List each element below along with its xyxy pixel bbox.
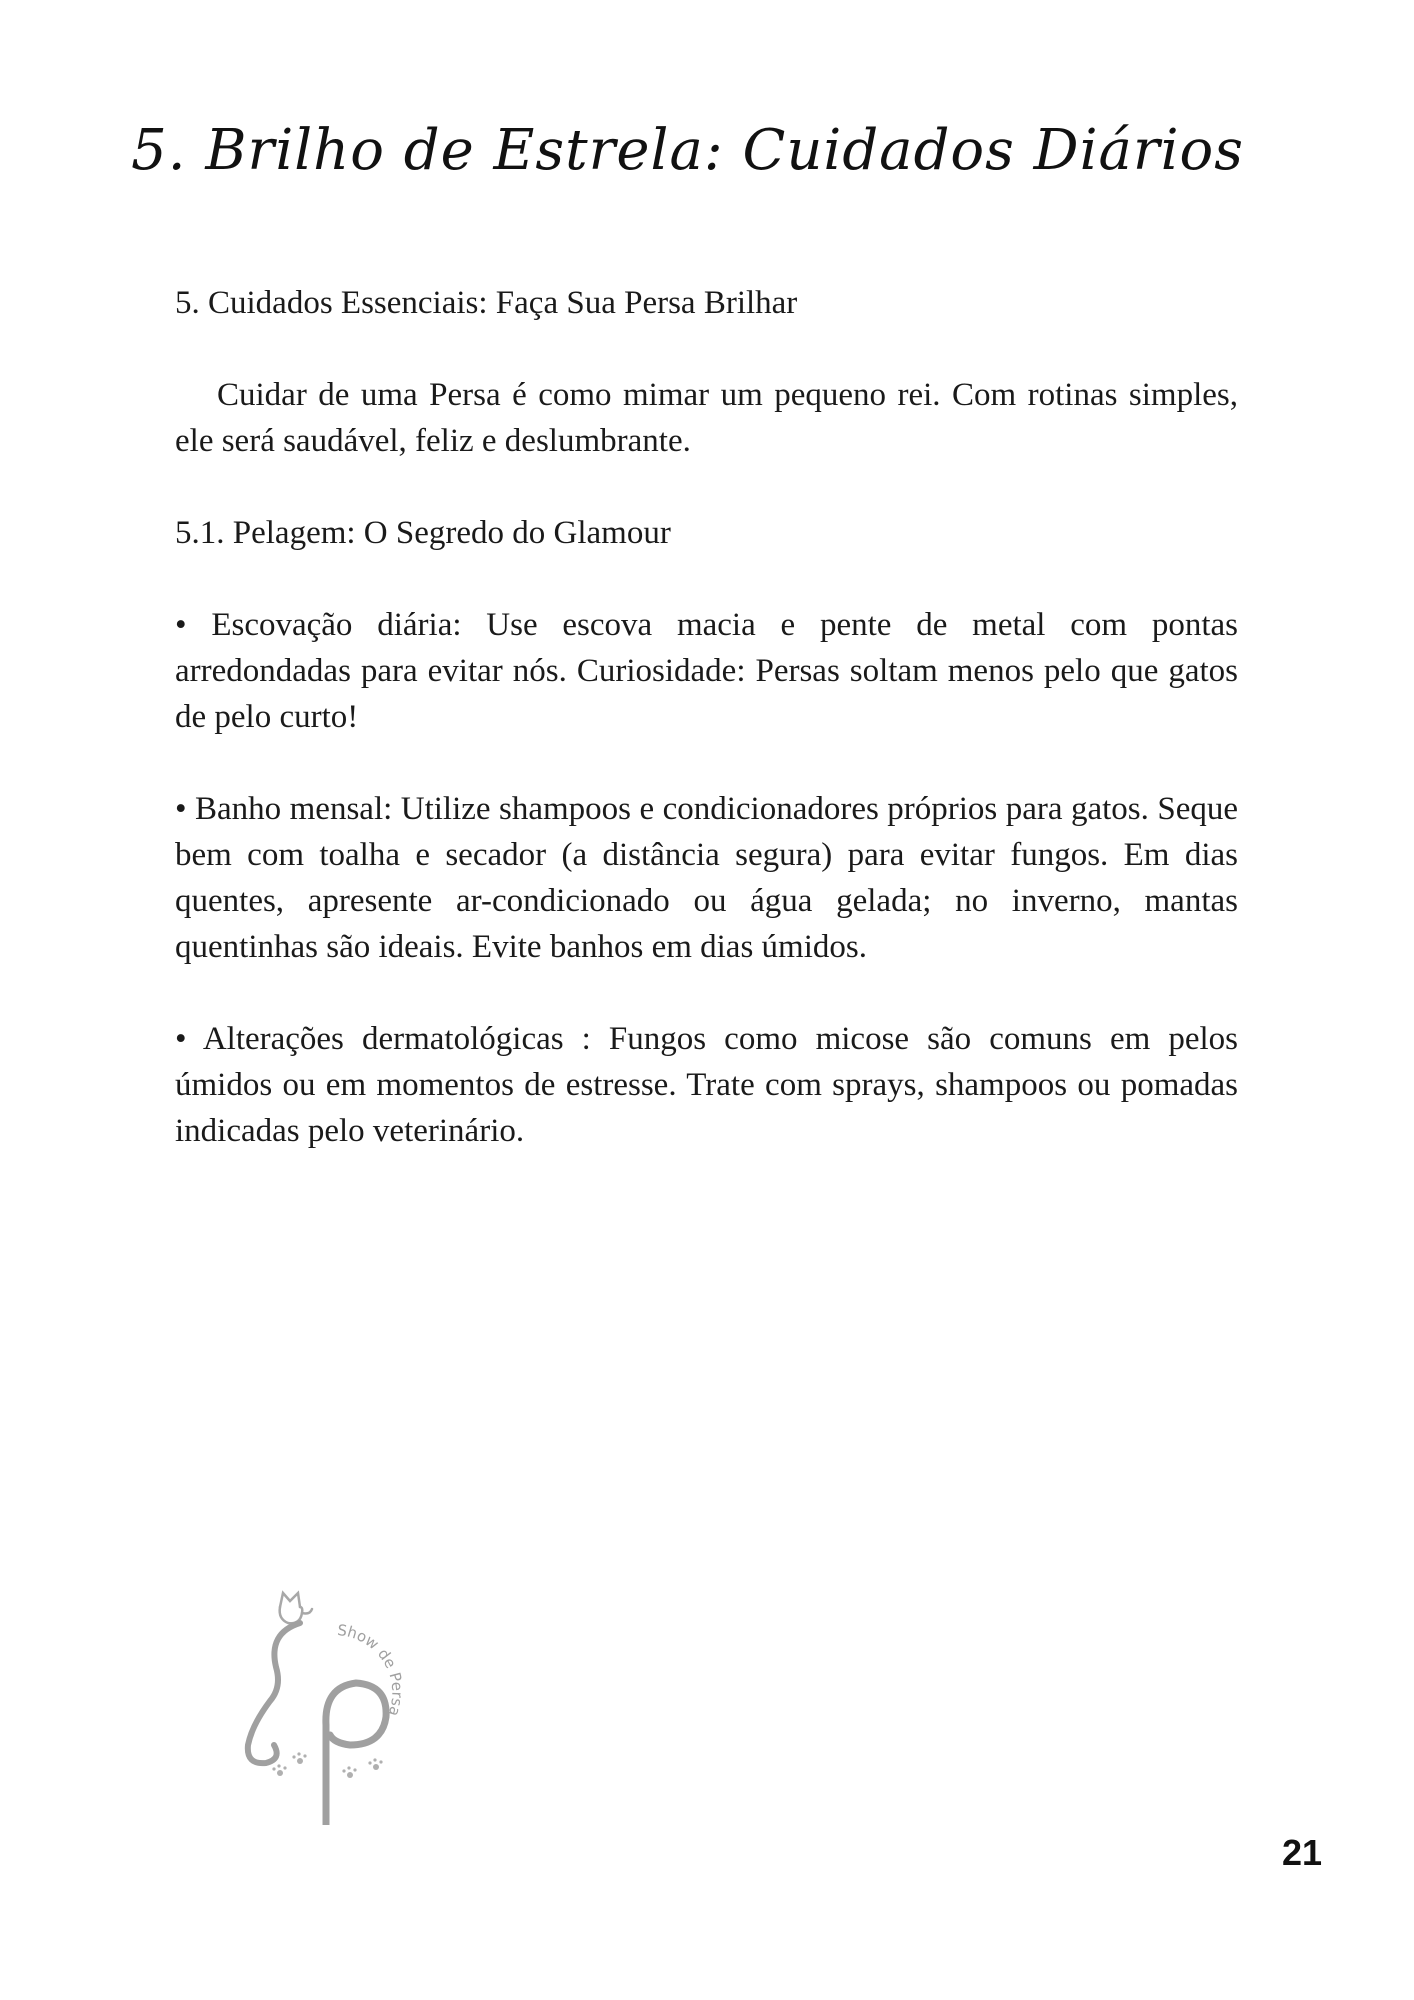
logo-mark-icon [238,1575,438,1825]
section-heading: 5. Cuidados Essenciais: Faça Sua Persa Brilhar [175,285,798,321]
bullet-item: • Banho mensal: Utilize shampoos e condicionadores próprios para gatos. Seque bem com toalha e secador (a distância segura) para evitar fungos. Em dias quentes, apresente ar-condicionado ou água gelada; no inverno, mantas quentinhas são ideais. Evite banhos em dias úmidos. [175,791,1238,965]
logo-text: Show de Persa [336,1620,407,1719]
page-content [175,280,1238,1154]
subsection-heading: 5.1. Pelagem: O Segredo do Glamour [175,515,671,551]
show-de-persa-logo [238,1575,438,1825]
intro-paragraph: Cuidar de uma Persa é como mimar um pequeno rei. Com rotinas simples, ele será saudável, feliz e deslumbrante. [175,377,1238,459]
bullet-item: • Alterações dermatológicas : Fungos como micose são comuns em pelos úmidos ou em momentos de estresse. Trate com sprays, shampoos ou pomadas indicadas pelo veterinário. [175,1021,1238,1149]
chapter-title: 5. Brilho de Estrela: Cuidados Diários [131,118,1244,183]
bullet-item: • Escovação diária: Use escova macia e pente de metal com pontas arredondadas para evitar nós. Curiosidade: Persas soltam menos pelo que gatos de pelo curto! [175,607,1238,735]
page-number: 21 [1281,1832,1322,1873]
